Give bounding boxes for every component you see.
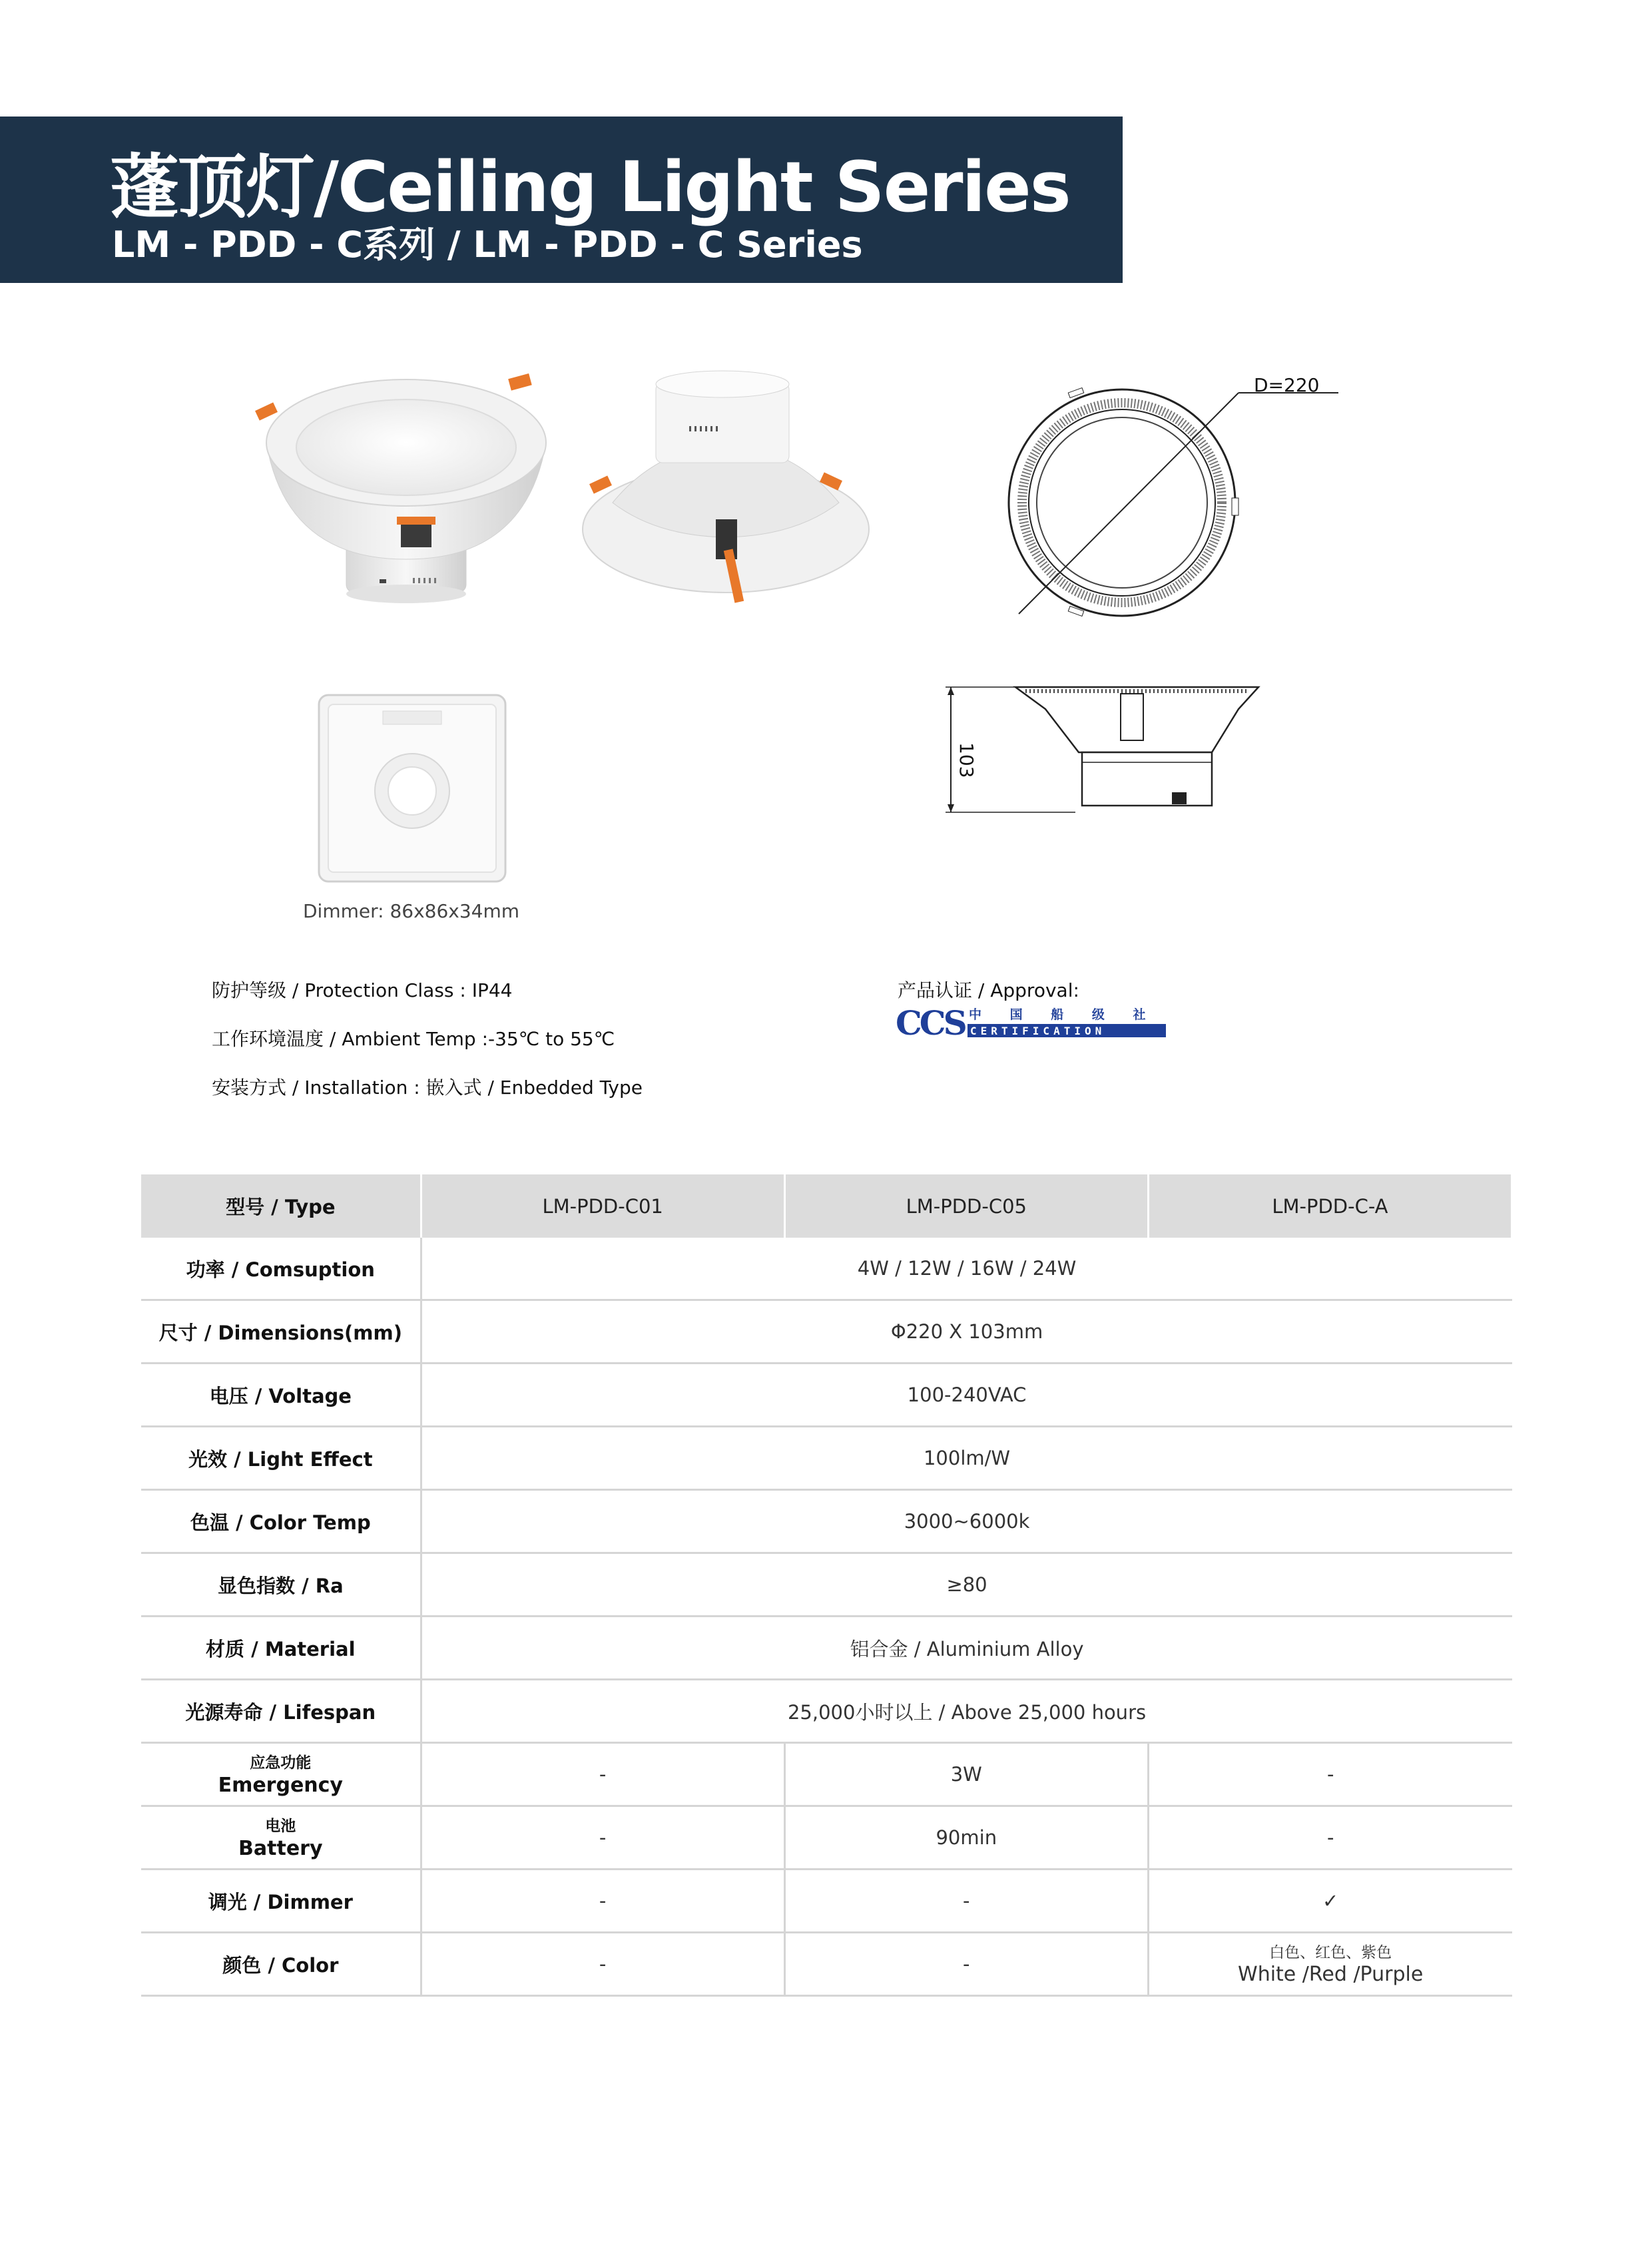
row-value: - (421, 1933, 784, 1996)
row-value: Φ220 X 103mm (421, 1300, 1512, 1364)
row-value: 3000~6000k (421, 1490, 1512, 1553)
page-title: 蓬顶灯/Ceiling Light Series (110, 146, 1070, 228)
row-label: 材质 / Material (141, 1617, 421, 1680)
table-row (141, 1933, 1512, 1996)
row-label: 电池 Battery (141, 1806, 421, 1870)
table-row (141, 1490, 1512, 1553)
row-value: - (421, 1743, 784, 1806)
page-subtitle: LM - PDD - C系列 / LM - PDD - C Series (112, 224, 863, 266)
approval-label: 产品认证 / Approval: (898, 979, 1079, 1001)
row-label: 尺寸 / Dimensions(mm) (141, 1300, 421, 1364)
row-label: 应急功能 Emergency (141, 1743, 421, 1806)
row-label: 光源寿命 / Lifespan (141, 1680, 421, 1743)
table-row (141, 1300, 1512, 1364)
product-photo-front (246, 360, 573, 606)
row-value: - (1148, 1806, 1512, 1870)
row-value: 100lm/W (421, 1427, 1512, 1490)
header-model: LM-PDD-C05 (784, 1174, 1148, 1238)
table-header-row (141, 1174, 1512, 1238)
row-value: - (1148, 1743, 1512, 1806)
header-type-label: 型号 / Type (141, 1174, 421, 1238)
row-label: 功率 / Comsuption (141, 1238, 421, 1300)
row-value: 3W (784, 1743, 1148, 1806)
spec-protection: 防护等级 / Protection Class : IP44 (212, 979, 513, 1001)
row-label: 颜色 / Color (141, 1933, 421, 1996)
top-view-drawing (1002, 373, 1348, 626)
row-label: 色温 / Color Temp (141, 1490, 421, 1553)
table-row (141, 1870, 1512, 1933)
table-row (141, 1238, 1512, 1300)
row-label: 光效 / Light Effect (141, 1427, 421, 1490)
table-row (141, 1364, 1512, 1427)
row-value: 100-240VAC (421, 1364, 1512, 1427)
spec-ambient-temp: 工作环境温度 / Ambient Temp :-35℃ to 55℃ (212, 1028, 615, 1050)
svg-text:CERTIFICATION: CERTIFICATION (970, 1025, 1106, 1037)
row-value: 25,000小时以上 / Above 25,000 hours (421, 1680, 1512, 1743)
spec-table (141, 1174, 1513, 1997)
row-label: 显色指数 / Ra (141, 1553, 421, 1617)
svg-text:CCS: CCS (896, 1005, 965, 1040)
diameter-label: D=220 (1254, 374, 1320, 396)
header-banner (0, 117, 1123, 283)
side-view-drawing (946, 679, 1272, 826)
row-label: 电压 / Voltage (141, 1364, 421, 1427)
spec-installation: 安装方式 / Installation : 嵌入式 / Enbedded Type (212, 1077, 643, 1099)
row-value: 白色、红色、紫色 White /Red /Purple (1148, 1933, 1512, 1996)
dimmer-photo (316, 692, 509, 885)
row-value: - (421, 1870, 784, 1933)
dimmer-caption: Dimmer: 86x86x34mm (303, 900, 520, 922)
table-row (141, 1680, 1512, 1743)
table-row (141, 1806, 1512, 1870)
header-model: LM-PDD-C-A (1148, 1174, 1512, 1238)
table-row (141, 1743, 1512, 1806)
ccs-certification-logo (896, 1005, 1169, 1040)
row-value: - (784, 1870, 1148, 1933)
check-icon: ✓ (1148, 1870, 1512, 1933)
row-value: 铝合金 / Aluminium Alloy (421, 1617, 1512, 1680)
row-value: - (784, 1933, 1148, 1996)
table-row (141, 1553, 1512, 1617)
row-label: 调光 / Dimmer (141, 1870, 421, 1933)
svg-text:中 国 船 级 社: 中 国 船 级 社 (969, 1007, 1158, 1022)
table-row (141, 1427, 1512, 1490)
product-photo-back (576, 370, 879, 616)
row-value: 4W / 12W / 16W / 24W (421, 1238, 1512, 1300)
row-value: - (421, 1806, 784, 1870)
height-label: 103 (956, 742, 977, 778)
header-model: LM-PDD-C01 (421, 1174, 784, 1238)
row-value: 90min (784, 1806, 1148, 1870)
row-value: ≥80 (421, 1553, 1512, 1617)
table-row (141, 1617, 1512, 1680)
